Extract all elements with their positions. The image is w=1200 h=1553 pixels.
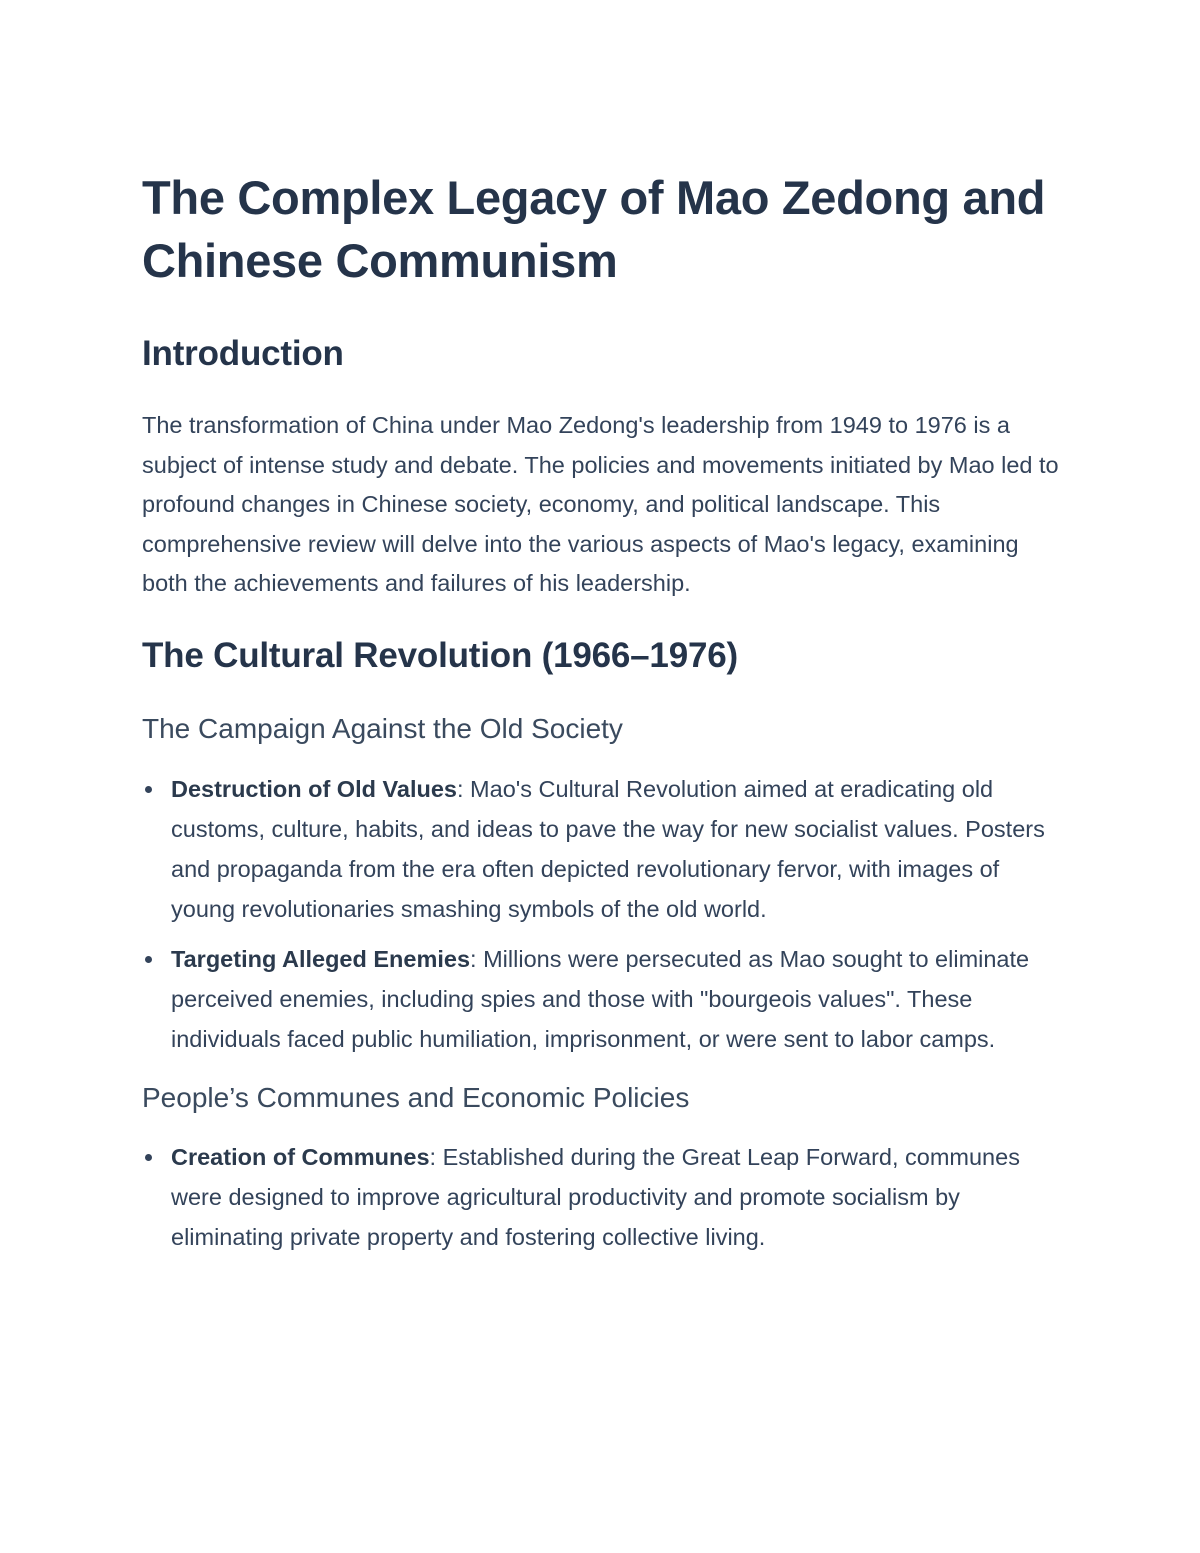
- document-page: [142, 166, 1062, 1257]
- communes-heading: People’s Communes and Economic Policies: [142, 1081, 690, 1113]
- list-item-text: : Mao's Cultural Revolution aimed at eradicating old customs, culture, habits, and ideas to pave the way for new socialist values. Posters and propaganda from the era often depicted revolutionary fervor, with images of young revolutionaries smashing symbols of the old world.: [171, 775, 1045, 922]
- list-item-term: Destruction of Old Values: [171, 775, 457, 802]
- bullet-icon: [145, 956, 152, 963]
- list-item-term: Targeting Alleged Enemies: [171, 945, 471, 972]
- cultural-revolution-heading: The Cultural Revolution (1966–1976): [142, 635, 738, 675]
- list-item-text: : Established during the Great Leap Forward, communes were designed to improve agricultural productivity and promote socialism by eliminating private property and fostering collective living.: [171, 1143, 1020, 1250]
- list-item: [142, 1137, 1062, 1257]
- list-item-term: Creation of Communes: [171, 1143, 430, 1170]
- list-item: [142, 769, 1062, 929]
- introduction-heading: Introduction: [142, 334, 344, 373]
- bullet-icon: [145, 786, 152, 793]
- introduction-paragraph: The transformation of China under Mao Zedong's leadership from 1949 to 1976 is a subject of intense study and debate. The policies and movements initiated by Mao led to profound changes in Chinese society, economy, and political landscape. This comprehensive review will delve into the various aspects of Mao's legacy, examining both the achievements and failures of his leadership.: [142, 412, 1059, 597]
- bullet-icon: [145, 1154, 152, 1161]
- campaign-list: [142, 769, 1062, 1059]
- list-item: [142, 939, 1062, 1059]
- campaign-heading: The Campaign Against the Old Society: [142, 712, 623, 744]
- list-item-text: : Millions were persecuted as Mao sought to eliminate perceived enemies, including spies and those with "bourgeois values". These individuals faced public humiliation, imprisonment, or were sent to labor camps.: [171, 945, 1030, 1052]
- page-title: The Complex Legacy of Mao Zedong and Chinese Communism: [142, 171, 1046, 287]
- communes-list: [142, 1137, 1062, 1257]
